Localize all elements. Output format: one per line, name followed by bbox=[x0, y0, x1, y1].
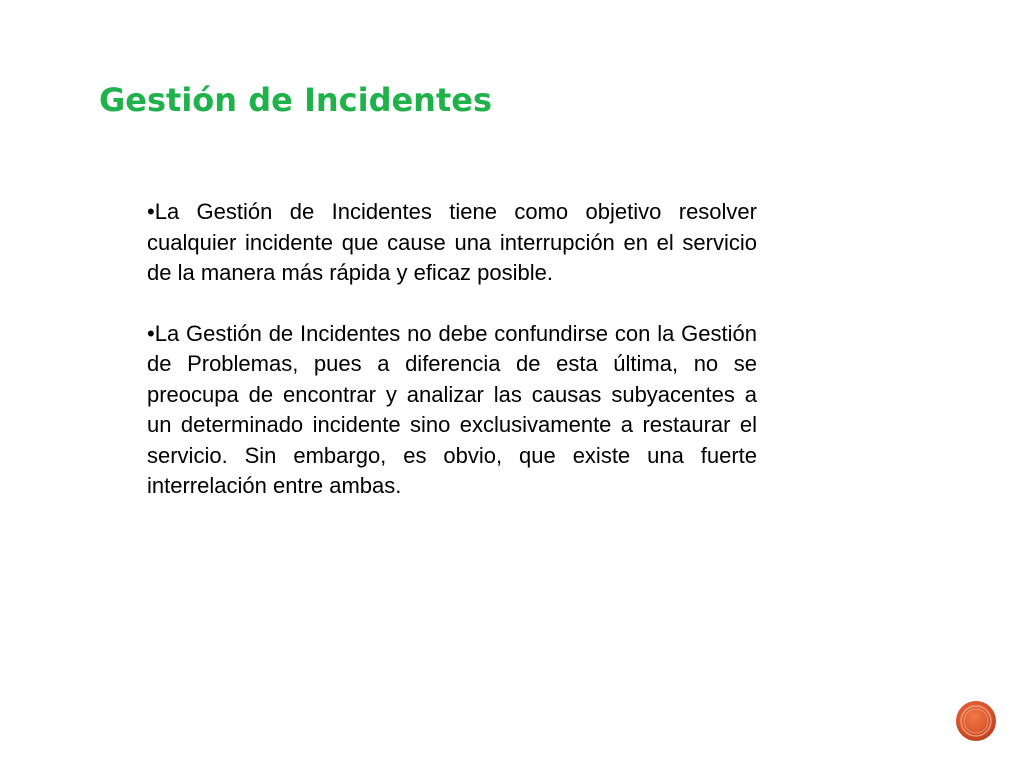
slide-title: Gestión de Incidentes bbox=[99, 81, 492, 119]
orange-circle-icon bbox=[955, 700, 997, 742]
bullet-objective: •La Gestión de Incidentes tiene como objetivo resolver cualquier incidente que cause una interrupción en el servicio de la manera más rápida y eficaz posible. bbox=[147, 199, 757, 285]
slide-nav-button[interactable] bbox=[955, 700, 997, 742]
bullet-difference: •La Gestión de Incidentes no debe confundirse con la Gestión de Problemas, pues a diferencia de esta última, no se preocupa de encontrar y analizar las causas subyacentes a un determinado incidente sino exclusivamente a restaurar el servicio. Sin embargo, es obvio, que existe una fuerte interrelación entre ambas. bbox=[147, 320, 757, 498]
slide-content bbox=[147, 197, 757, 502]
